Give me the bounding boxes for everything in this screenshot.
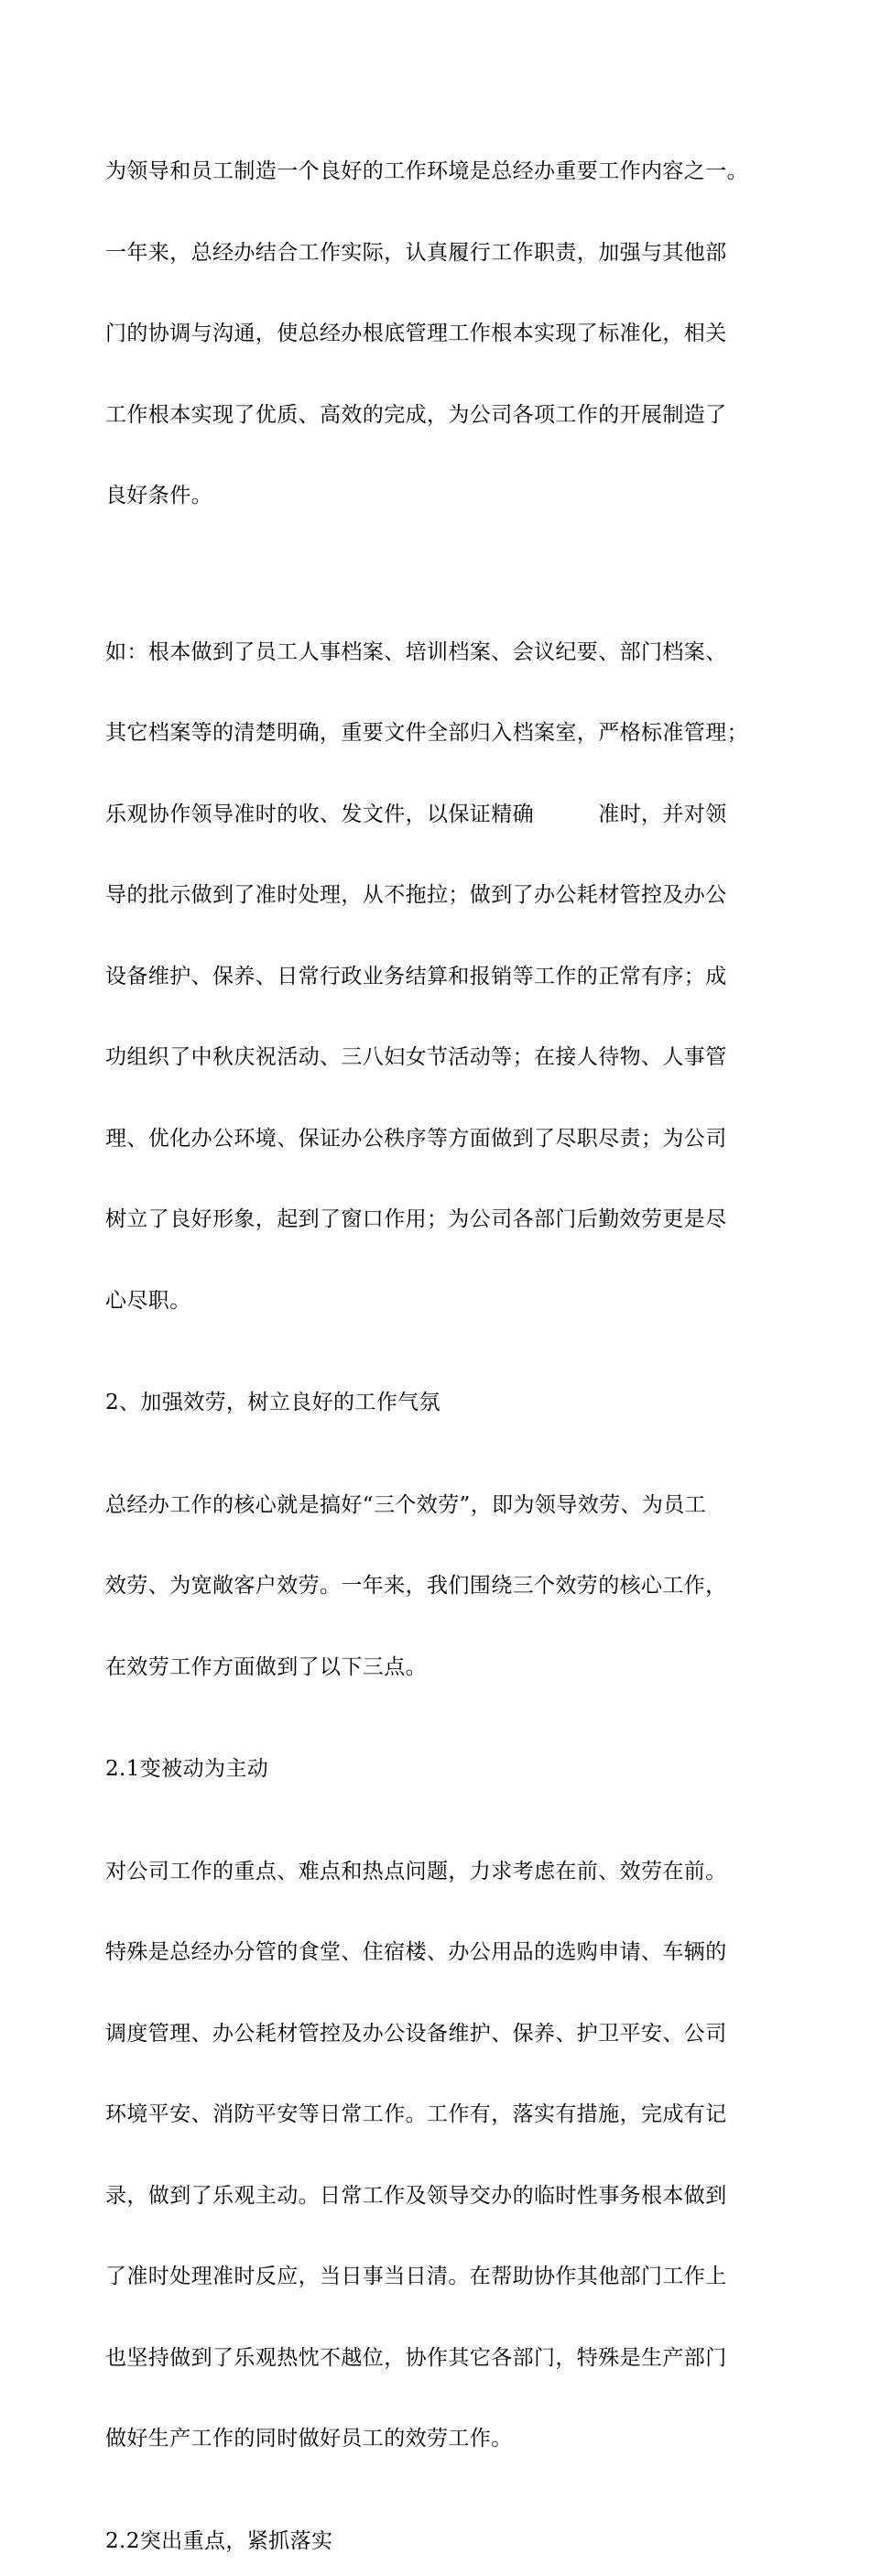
text-line: 特殊是总经办分管的食堂、住宿楼、办公用品的选购申请、车辆的 <box>105 1940 727 1964</box>
section-heading-2-2: 2.2突出重点，紧抓落实 <box>105 2528 333 2553</box>
text-line: 工作根本实现了优质、高效的完成，为公司各项工作的开展制造了 <box>105 402 727 427</box>
text-line: 调度管理、办公耗材管控及办公设备维护、保养、护卫平安、公司 <box>105 2021 727 2046</box>
text-line: 总经办工作的核心就是搞好“三个效劳”，即为领导效劳、为员工 <box>105 1492 707 1517</box>
text-line: 树立了良好形象，起到了窗口作用；为公司各部门后勤效劳更是尽 <box>105 1207 727 1231</box>
text-line: 做好生产工作的同时做好员工的效劳工作。 <box>105 2427 513 2450</box>
paragraph-three-services <box>105 1438 774 1736</box>
text-line: 了准时处理准时反应，当日事当日清。在帮助协作其他部门工作上 <box>105 2265 727 2288</box>
text-line: 设备维护、保养、日常行政业务结算和报销等工作的正常有序；成 <box>105 964 727 988</box>
text-line: 其它档案等的清楚明确，重要文件全部归入档案室，严格标准管理； <box>105 721 748 745</box>
text-line: 在效劳工作方面做到了以下三点。 <box>105 1654 427 1679</box>
section-heading-2: 2、加强效劳，树立良好的工作气氛 <box>105 1391 441 1414</box>
text-line: 心尽职。 <box>105 1288 191 1313</box>
paragraph-proactive-work <box>105 1805 774 2507</box>
paragraph-work-environment <box>105 104 774 564</box>
text-line: 如：根本做到了员工人事档案、培训档案、会议纪要、部门档案、 <box>105 639 727 664</box>
document-body <box>105 104 774 2576</box>
text-line: 为领导和员工制造一个良好的工作环境是总经办重要工作内容之一。 <box>105 159 748 183</box>
text-line: 功组织了中秋庆祝活动、三八妇女节活动等；在接人待物、人事管 <box>105 1045 727 1069</box>
text-line: 也坚持做到了乐观热忱不越位，协作其它各部门，特殊是生产部门 <box>105 2345 727 2370</box>
paragraph-archive-management <box>105 585 774 1370</box>
text-line: 录，做到了乐观主动。日常工作及领导交办的临时性事务根本做到 <box>105 2183 727 2208</box>
text-line: 理、优化办公环境、保证办公秩序等方面做到了尽职尽责；为公司 <box>105 1126 727 1151</box>
text-line: 一年来，总经办结合工作实际，认真履行工作职责，加强与其他部 <box>105 240 727 265</box>
section-heading-2-1: 2.1变被动为主动 <box>105 1757 269 1781</box>
text-line: 良好条件。 <box>105 484 212 508</box>
text-line: 对公司工作的重点、难点和热点问题，力求考虑在前、效劳在前。 <box>105 1859 727 1883</box>
text-line: 环境平安、消防平安等日常工作。工作有，落实有措施，完成有记 <box>105 2102 727 2126</box>
text-line: 门的协调与沟通，使总经办根底管理工作根本实现了标准化，相关 <box>105 322 727 345</box>
text-line: 导的批示做到了准时处理，从不拖拉；做到了办公耗材管控及办公 <box>105 883 727 907</box>
text-line: 乐观协作领导准时的收、发文件，以保证精确 准时，并对领 <box>105 802 727 826</box>
text-line: 效劳、为宽敞客户效劳。一年来，我们围绕三个效劳的核心工作， <box>105 1574 727 1598</box>
